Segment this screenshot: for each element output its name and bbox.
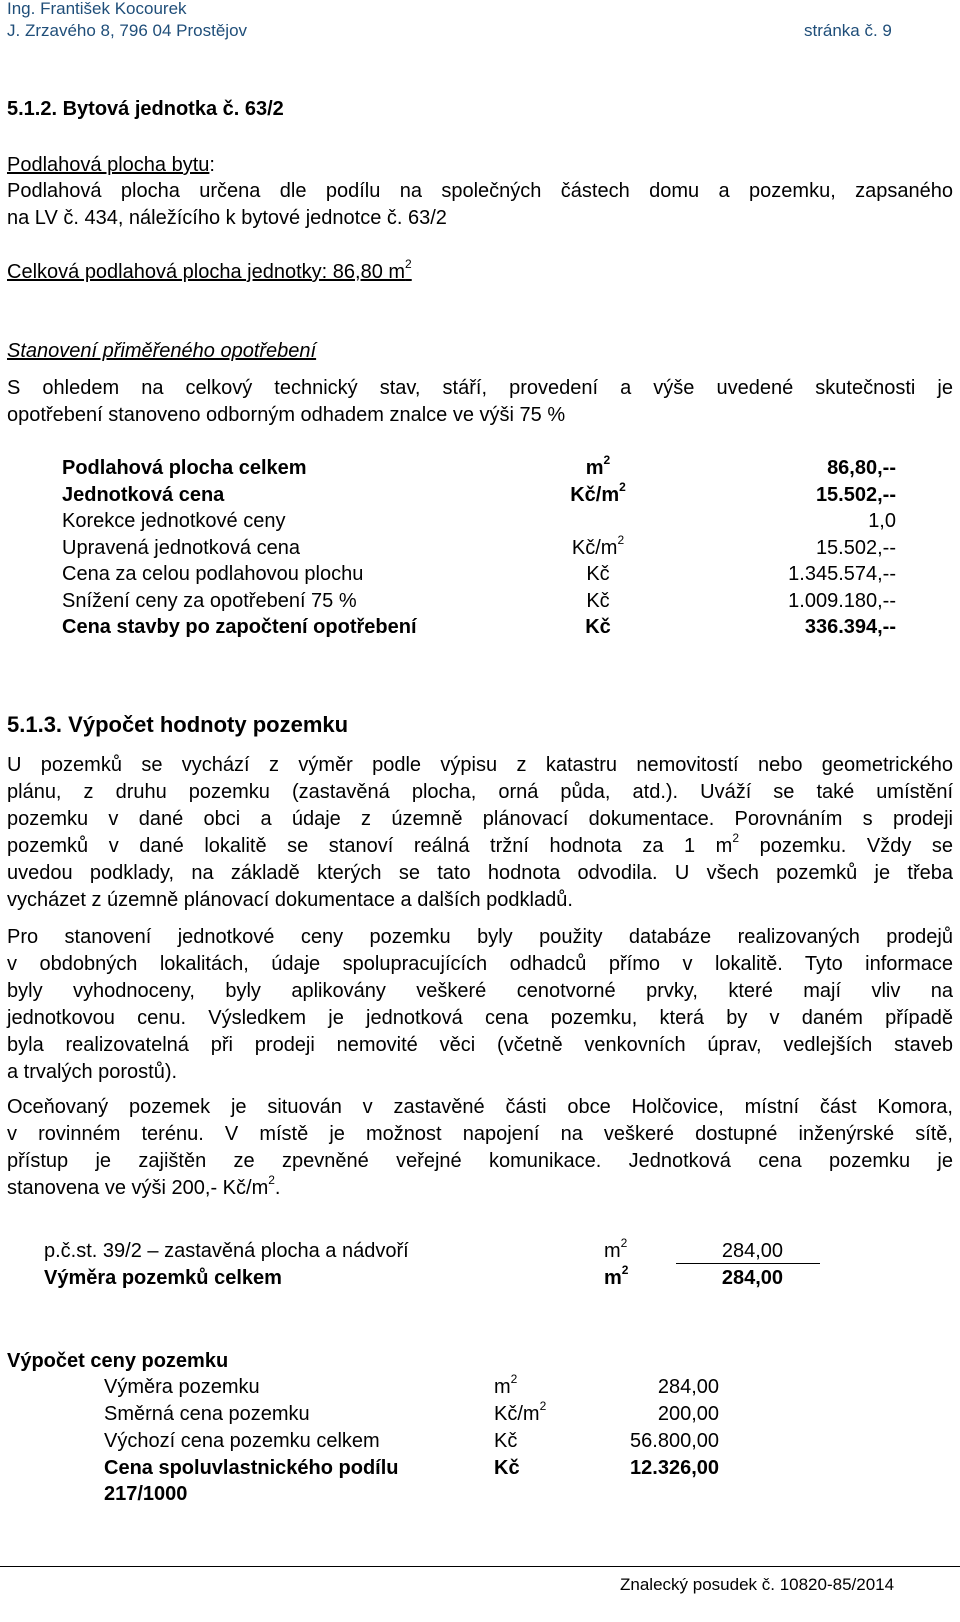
floor-heading: Podlahová plocha bytu:	[7, 154, 215, 176]
parcel-row-label: Výměra pozemků celkem	[44, 1267, 282, 1289]
building-row-value: 1.345.574,--	[788, 563, 896, 585]
header-address: J. Zrzavého 8, 796 04 Prostějov	[7, 21, 248, 40]
calc-row-label: Směrná cena pozemku	[104, 1403, 310, 1425]
building-row-value: 15.502,--	[815, 483, 896, 506]
parcel-row-value: 284,00	[721, 1240, 783, 1262]
building-row-label: Cena stavby po započtení opotřebení	[62, 616, 417, 638]
building-row-unit: $m^2$	[585, 453, 611, 479]
building-row-unit: Kč	[586, 563, 610, 585]
building-row-label: Podlahová plocha celkem	[62, 457, 307, 479]
section-512-title: 5.1.2. Bytová jednotka č. 63/2	[7, 98, 284, 120]
calc-row-label: Výměra pozemku	[104, 1376, 260, 1398]
building-row-value: 86,80,--	[827, 457, 896, 479]
calc-row-value: 200,00	[657, 1403, 719, 1425]
building-row-value: 1.009.180,--	[788, 589, 896, 612]
parcel-row-label: p.č.st. 39/2 – zastavěná plocha a nádvoří	[44, 1240, 409, 1262]
calc-row-unit: Kč	[494, 1457, 520, 1479]
calc-row-unit: Kč	[494, 1430, 518, 1452]
building-row-label: Jednotková cena	[62, 483, 225, 506]
total-area-line: Celková podlahová plocha jednotky: 86,80 $m^2$	[7, 257, 412, 283]
page-number: stránka č. 9	[804, 21, 892, 40]
building-row-unit: $Kč/m^2$	[570, 479, 626, 506]
share-value: 217/1000	[104, 1483, 188, 1505]
land-calc-heading: Výpočet ceny pozemku	[7, 1350, 229, 1372]
building-row-label: Upravená jednotková cena	[62, 536, 300, 559]
building-row-label: Korekce jednotkové ceny	[62, 510, 286, 532]
parcel-sum-rule	[676, 1263, 820, 1264]
building-row-unit: Kč	[586, 589, 610, 612]
building-row-label: Snížení ceny za opotřebení 75 %	[62, 589, 357, 612]
header-author: Ing. František Kocourek	[7, 0, 187, 18]
calc-row-label: Cena spoluvlastnického podílu	[104, 1457, 399, 1479]
section-513-title: 5.1.3. Výpočet hodnoty pozemku	[7, 712, 349, 737]
land-paragraph-3: Oceňovaný pozemek je situován v zastavěné části obce Holčovice, místní část Komora, v rovinném terénu. V místě je možnost napojení na veškeré dostupné inženýrské sítě, přístup je zajištěn ze zpevněné veřejné komunikace. Jednotková cena pozemku je stanovena ve výši 200,- $Kč/m^2$.	[7, 1096, 953, 1199]
calc-row-unit: $Kč/m^2$	[494, 1399, 547, 1425]
building-row-unit: $Kč/m^2$	[571, 532, 625, 559]
calc-row-value: 284,00	[657, 1376, 719, 1398]
calc-row-value: 56.800,00	[630, 1430, 719, 1452]
footer-rule	[0, 1566, 960, 1567]
calc-row-unit: $m^2$	[494, 1372, 518, 1398]
building-row-label: Cena za celou podlahovou plochu	[62, 563, 364, 585]
land-paragraph-1: U pozemků se vychází z výměr podle výpisu z katastru nemovitostí nebo geometrického plánu, z druhu pozemku (zastavěná plocha, orná půda, atd.). Uváží se také umístění pozemku v dané obci a údaje z územně plánovací dokumentace. Porovnáním s prodeji pozemků v dané lokalitě se stanoví reálná tržní hodnota za 1 $m^2$ pozemku. Vždy se uvedou podklady, na základě kterých se tato hodnota odvodila. U všech pozemků je třeba vycházet z územně plánovací dokumentace a dalších podkladů.	[7, 754, 953, 911]
parcel-row-unit: $m^2$	[604, 1236, 628, 1262]
building-row-value: 15.502,--	[815, 536, 896, 559]
calc-row-label: Výchozí cena pozemku celkem	[104, 1430, 380, 1452]
calc-row-value: 12.326,00	[630, 1457, 719, 1479]
building-row-value: 1,0	[868, 510, 896, 532]
wear-heading: Stanovení přiměřeného opotřebení	[7, 340, 317, 362]
parcel-row-unit: $m^2$	[604, 1263, 629, 1289]
building-row-value: 336.394,--	[804, 616, 896, 638]
parcel-row-value: 284,00	[721, 1267, 783, 1289]
wear-text: S ohledem na celkový technický stav, stáří, provedení a výše uvedené skutečnosti je opotřebení stanoveno odborným odhadem znalce ve výši 75 %	[7, 377, 953, 426]
floor-text: Podlahová plocha určena dle podílu na společných částech domu a pozemku, zapsaného na LV č. 434, náležícího k bytové jednotce č. 63/2	[7, 180, 953, 229]
building-row-unit: Kč	[585, 616, 611, 638]
footer-text: Znalecký posudek č. 10820-85/2014	[620, 1575, 895, 1594]
land-paragraph-2: Pro stanovení jednotkové ceny pozemku byly použity databáze realizovaných prodejů v obdobných lokalitách, údaje spolupracujících odhadců přímo v lokalitě. Tyto informace byly vyhodnoceny, byly aplikovány veškeré cenotvorné prvky, které mají vliv na jednotkovou cenu. Výsledkem je jednotková cena pozemku, která by v daném případě byla realizovatelná při prodeji nemovité věci (včetně venkovních úprav, vedlejších staveb a trvalých porostů).	[7, 926, 953, 1083]
